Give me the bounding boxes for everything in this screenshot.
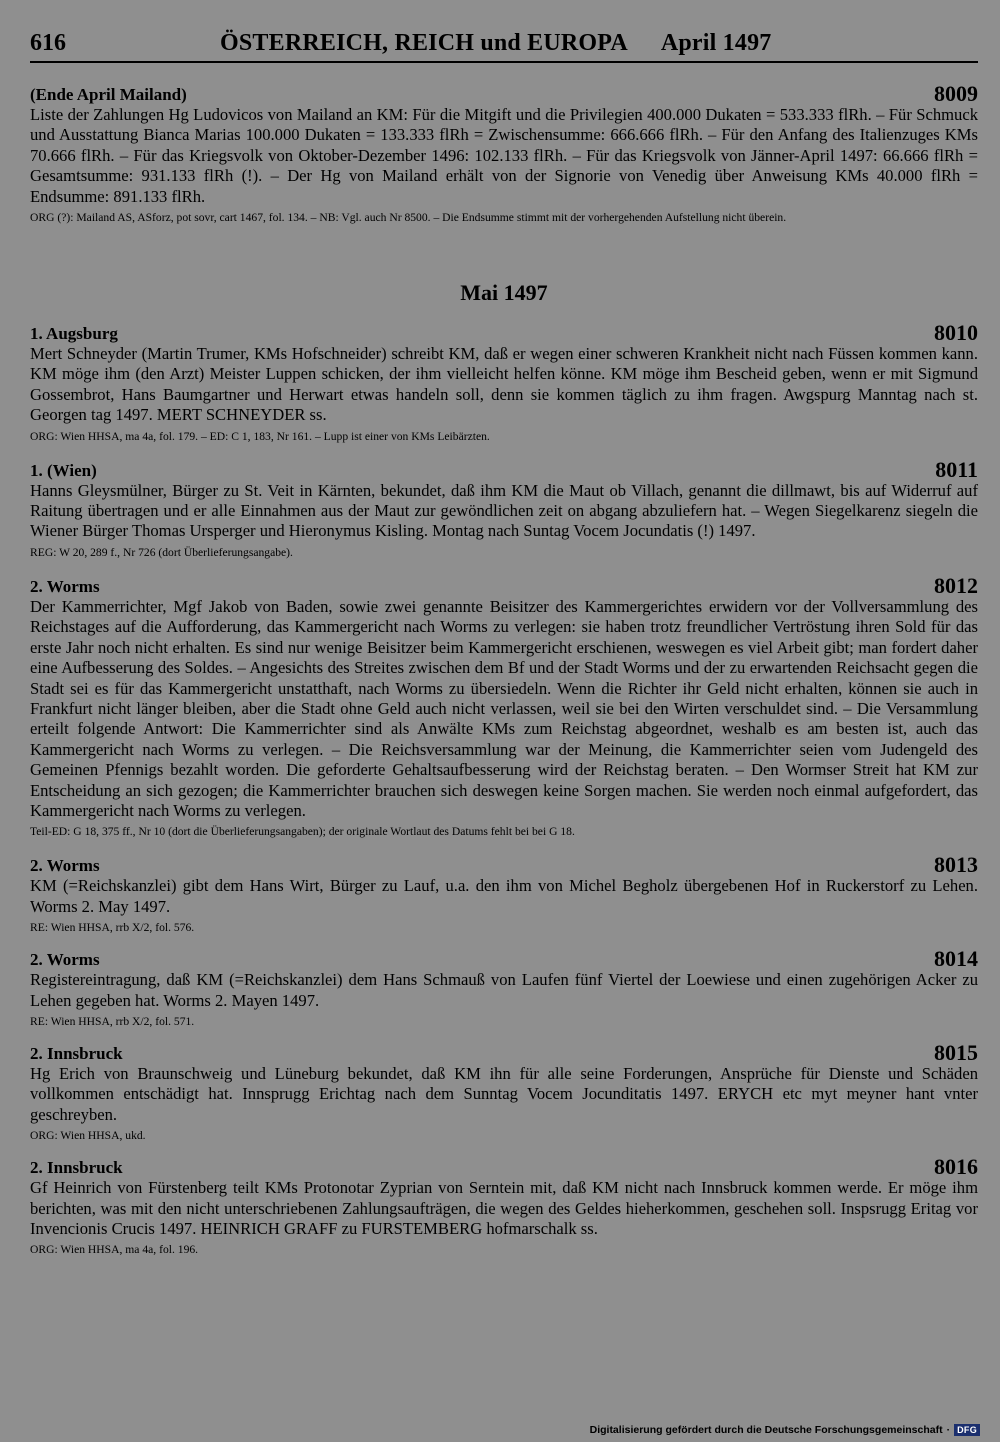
entry-place: 1. Augsburg: [30, 324, 118, 344]
entry-number: 8016: [934, 1154, 978, 1180]
entry-header: [30, 1156, 978, 1178]
entry-place: (Ende April Mailand): [30, 85, 187, 104]
entry-source: ORG: Wien HHSA, ma 4a, fol. 196.: [30, 1243, 199, 1257]
entry-text: Der Kammerrichter, Mgf Jakob von Baden, sowie zwei genannte Beisitzer des Kammergerichtes erwidern vor der Vollversammlung des Reichstages auf die Aufforderung, das Kammergericht nach Worms zu verlegen: sie haben trotz freundlicher Vertröstung ihren Sold für das erste Jahr noch nicht erhalten. Es sind nur wenige Beisitzer beim Kammergericht erschienen, weswegen es viel Arbeit gibt; man fordert daher eine Aufbesserung des Soldes. – Angesichts des Streites zwischen dem Bf und der Stadt Worms und der zu erwartenden Reichsacht gegen die Stadt sei es für das Kammergericht unstatthaft, nach Worms zu übersiedeln. Wenn die Richter ihr Geld nicht erhalten, können sie auch in Frankfurt nicht länger bleiben, aber die Stadt ohne Geld auch nicht verlassen, weil sie bei den Wirten verschuldet sind. – Die Versammlung erteilt folgende Antwort: Die Kammerrichter sind als Anwälte KMs zum Reichstag abgeordnet, weshalb es am besten ist, auch das Kammergericht nach Worms zu verlegen. – Die Reichsversammlung war der Meinung, die Kammerrichter seien vom Judengeld des Gemeinen Pfennigs bezahlt worden. Die geforderte Gehaltsaufbesserung wird der Reichstag beraten. – Den Wormser Streit hat KM zur Entscheidung an sich gezogen; die Kammerrichter brauchen sich deswegen keine Sorgen machen. Sie werden noch einmal aufgefordert, das Kammergericht nach Worms zu verlegen.: [30, 596, 978, 820]
entry-text: Registereintragung, daß KM (=Reichskanzlei) dem Hans Schmauß von Laufen fünf Viertel der Loewiese und einen zugehörigen Acker zu Lehen gegeben hat. Worms 2. Mayen 1497.: [30, 970, 978, 1010]
footer-text: Digitalisierung gefördert durch die Deutsche Forschungsgemeinschaft: [589, 1424, 943, 1436]
entry-8015: [30, 1039, 978, 1144]
entry-header: [30, 948, 978, 970]
entry-number: 8009: [934, 81, 978, 106]
entry-text: Mert Schneyder (Martin Trumer, KMs Hofschneider) schreibt KM, daß er wegen einer schweren Krankheit nicht nach Füssen kommen kann. KM möge ihm (den Arzt) Meister Luppen schicken, der ihm vielleicht helfen könne. KM möge ihm Bescheid geben, wenn er mit Sigmund Gossembrot, Hans Baumgartner und Herwart etwas handeln soll, denn sie kommen täglich zu ihm fragen. Awgspurg Manntag nach st. Georgen tag 1497. MERT SCHNEYDER ss.: [30, 344, 978, 425]
digitization-footer: Digitalisierung gefördert durch die Deutsche Forschungsgemeinschaft · DFG: [590, 1424, 980, 1436]
entry-source: RE: Wien HHSA, rrb X/2, fol. 576.: [30, 921, 195, 935]
entry-header: [30, 1039, 978, 1065]
running-title: [220, 30, 771, 57]
entry-text: Hanns Gleysmülner, Bürger zu St. Veit in Kärnten, bekundet, daß ihm KM die Maut ob Villach, genannt die dillmawt, bis auf Widerruf auf Raitung übertragen und er alle Einnahmen aus der Maut zur gewöndlichen zeit on abgang abzuliefern hat. – Wegen Siegelkarenz siegeln die Wiener Bürger Thomas Ursperger und Hieronymus Kisling. Montag nach Suntag Vocem Jocundatis (!) 1497.: [30, 480, 978, 541]
document-page: [30, 30, 978, 1258]
entry-8011: [30, 456, 978, 561]
entry-number: 8012: [934, 572, 978, 598]
entry-text: KM (=Reichskanzlei) gibt dem Hans Wirt, Bürger zu Lauf, u.a. den ihm von Michel Begholz übergebenen Hof in Ruckerstorf zu Lehen. Worms 2. May 1497.: [30, 876, 978, 916]
running-title-date: April 1497: [660, 30, 772, 56]
entry-8014: [30, 948, 978, 1030]
entry-source: ORG: Wien HHSA, ma 4a, fol. 179. – ED: C 1, 183, Nr 161. – Lupp ist einer von KMs Leibärzten.: [30, 429, 490, 443]
entry-source: REG: W 20, 289 f., Nr 726 (dort Überlieferungsangabe).: [30, 545, 293, 559]
running-title-text: ÖSTERREICH, REICH und EUROPA: [220, 30, 628, 56]
entry-header: [30, 572, 978, 598]
entry-text: Liste der Zahlungen Hg Ludovicos von Mailand an KM: Für die Mitgift und die Privilegien 400.000 Dukaten = 533.333 flRh. – Für Schmuck und Ausstattung Bianca Marias 100.000 Dukaten = 133.333 flRh = Zwischensumme: 666.666 flRh. – Für den Anfang des Italienzuges KMs 70.666 flRh. – Für das Kriegsvolk von Oktober-Dezember 1496: 102.133 flRh. – Für das Kriegsvolk von Jänner-April 1497: 66.666 flRh = Gesamtsumme: 931.133 flRh (!). – Der Hg von Mailand erhält von der Signorie von Venedig über Anweisung KMs 40.000 flRh = Endsumme: 891.133 flRh.: [30, 105, 978, 206]
entry-8012: [30, 572, 978, 840]
entry-header: [30, 854, 978, 876]
entry-number: 8014: [934, 946, 978, 972]
entry-number: 8015: [934, 1039, 978, 1065]
entry-8013: [30, 854, 978, 936]
entry-source: ORG (?): Mailand AS, ASforz, pot sovr, cart 1467, fol. 134. – NB: Vgl. auch Nr 8500. – Die Endsumme stimmt mit der vorhergehenden Aufstellung nicht überein.: [30, 211, 787, 225]
entry-place: 2. Worms: [30, 576, 100, 596]
entry-source: Teil-ED: G 18, 375 ff., Nr 10 (dort die Überlieferungsangaben); der originale Wortlaut des Datums fehlt bei bei G 18.: [30, 825, 575, 839]
entry-8016: [30, 1156, 978, 1258]
entry-number: 8013: [934, 852, 978, 878]
month-heading: Mai 1497: [460, 280, 548, 306]
dfg-logo-icon: DFG: [954, 1424, 980, 1436]
entry-8010: [30, 322, 978, 445]
entry-header: [30, 83, 978, 105]
entry-number: 8011: [935, 456, 978, 482]
entry-place: 1. (Wien): [30, 460, 97, 480]
entry-text: Gf Heinrich von Fürstenberg teilt KMs Protonotar Zyprian von Serntein mit, daß KM nicht nach Innsbruck kommen werde. Er möge ihm berichten, was mit den nicht unterschriebenen Zahlungsaufträgen, die wegen des Geldes hieherkommen, geschehen soll. Inspsrugg Eritag vor Invencionis Crucis 1497. HEINRICH GRAFF zu FURSTEMBERG hofmarschalk ss.: [30, 1178, 978, 1238]
entry-source: RE: Wien HHSA, rrb X/2, fol. 571.: [30, 1014, 195, 1028]
entry-8009: [30, 83, 978, 226]
entry-place: 2. Innsbruck: [30, 1158, 123, 1178]
entry-place: 2. Worms: [30, 950, 100, 970]
entry-number: 8010: [934, 320, 978, 346]
entry-source: ORG: Wien HHSA, ukd.: [30, 1129, 146, 1143]
page-number: 616: [30, 30, 66, 56]
entry-place: 2. Worms: [30, 856, 100, 876]
entry-header: [30, 322, 978, 344]
entry-header: [30, 456, 978, 482]
page-header: [30, 30, 978, 63]
entry-place: 2. Innsbruck: [30, 1043, 123, 1063]
entry-text: Hg Erich von Braunschweig und Lüneburg bekundet, daß KM ihn für alle seine Forderungen, Ansprüche für Dienste und Schäden vollkommen entschädigt hat. Innsprugg Erichtag nach dem Sunntag Vocem Jocunditatis 1497. ERYCH etc myt meyner hant vnter geschreyben.: [30, 1063, 978, 1124]
